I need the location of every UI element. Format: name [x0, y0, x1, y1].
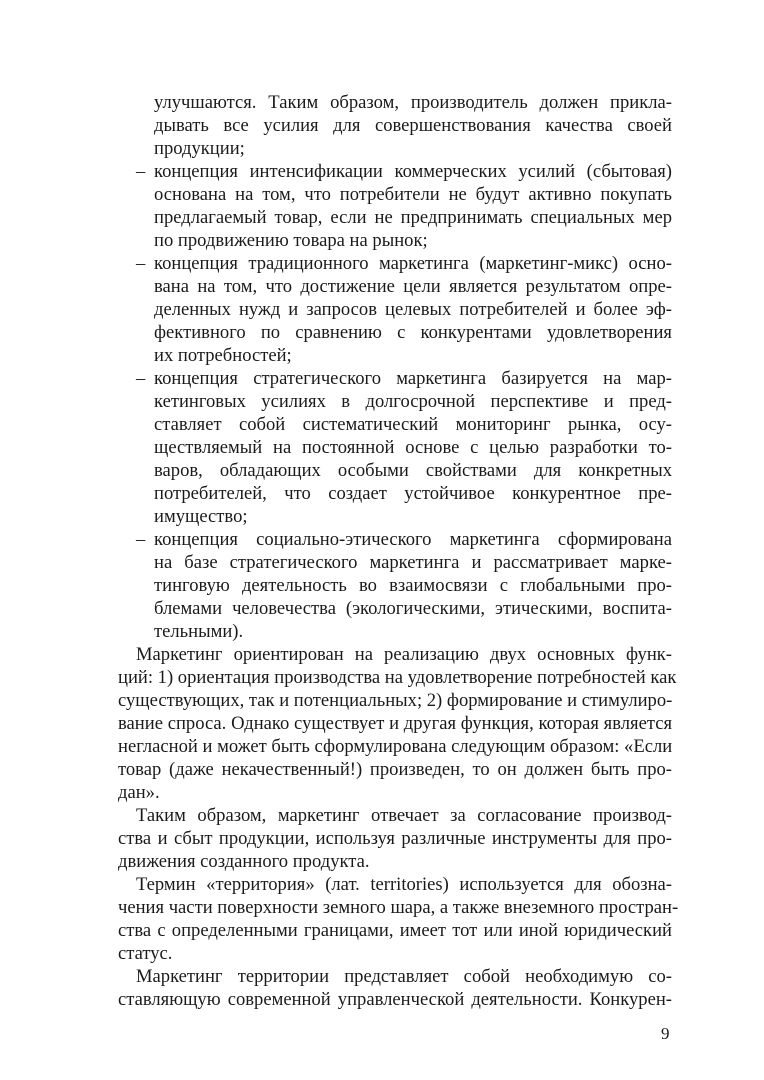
- text-line: вана на том, что достижение цели является результатом опре-: [154, 276, 672, 297]
- text-line: основана на том, что потребители не будут активно покупать: [154, 184, 672, 205]
- text-line: тинговую деятельность во взаимосвязи с глобальными про-: [154, 575, 672, 596]
- text-line: фективного по сравнению с конкурентами удовлетворения: [154, 322, 672, 343]
- text-line: на базе стратегического маркетинга и рассматривает марке-: [154, 552, 672, 573]
- text-line: дывать все усилия для совершенствования качества своей: [154, 115, 672, 136]
- text-line: их потребностей;: [154, 345, 292, 366]
- text-line: негласной и может быть сформулирована следующим образом: «Если: [118, 736, 673, 757]
- text-line: имущество;: [154, 506, 248, 527]
- text-line: тельными).: [154, 621, 244, 642]
- text-line: Маркетинг территории представляет собой необходимую со-: [136, 966, 672, 987]
- text-line: движения созданного продукта.: [118, 851, 370, 872]
- text-line: чения части поверхности земного шара, а также внеземного простран-: [118, 897, 679, 918]
- text-line: ществляемый на постоянной основе с целью разработки то-: [154, 437, 672, 458]
- text-line: предлагаемый товар, если не предпринимать специальных мер: [154, 207, 672, 228]
- text-line: ставляющую современной управленческой деятельности. Конкурен-: [118, 989, 672, 1010]
- text-line: концепция интенсификации коммерческих усилий (сбытовая): [154, 161, 672, 182]
- list-dash: –: [136, 368, 146, 389]
- text-line: концепция социально-этического маркетинга сформирована: [154, 529, 672, 550]
- text-line: дан».: [118, 782, 160, 803]
- text-line: ства и сбыт продукции, используя различные инструменты для про-: [118, 828, 672, 849]
- text-line: вание спроса. Однако существует и другая функция, которая является: [118, 713, 672, 734]
- text-line: концепция стратегического маркетинга базируется на мар-: [154, 368, 672, 389]
- text-line: продукции;: [154, 138, 245, 159]
- list-dash: –: [136, 253, 146, 274]
- text-line: ставляет собой систематический мониторинг рынка, осу-: [154, 414, 672, 435]
- text-line: существующих, так и потенциальных; 2) формирование и стимулиро-: [118, 690, 673, 711]
- text-line: блемами человечества (экологическими, этическими, воспита-: [154, 598, 672, 619]
- list-dash: –: [136, 529, 146, 550]
- text-line: потребителей, что создает устойчивое конкурентное пре-: [154, 483, 672, 504]
- text-line: кетинговых усилиях в долгосрочной перспективе и пред-: [154, 391, 672, 412]
- text-line: улучшаются. Таким образом, производитель должен прикла-: [154, 92, 672, 113]
- text-line: деленных нужд и запросов целевых потребителей и более эф-: [154, 299, 672, 320]
- page-number: 9: [661, 1024, 670, 1043]
- text-line: Термин «территория» (лат. territories) используется для обозна-: [136, 874, 672, 895]
- text-line: Таким образом, маркетинг отвечает за согласование производ-: [136, 805, 672, 826]
- text-line: статус.: [118, 943, 173, 964]
- text-line: ства с определенными границами, имеет тот или иной юридический: [118, 920, 672, 941]
- text-line: ций: 1) ориентация производства на удовлетворение потребностей как: [118, 667, 677, 688]
- text-line: концепция традиционного маркетинга (маркетинг-микс) осно-: [154, 253, 672, 274]
- text-line: по продвижению товара на рынок;: [154, 230, 428, 251]
- text-line: Маркетинг ориентирован на реализацию двух основных функ-: [136, 644, 672, 665]
- list-dash: –: [136, 161, 146, 182]
- text-line: варов, обладающих особыми свойствами для конкретных: [154, 460, 672, 481]
- text-line: товар (даже некачественный!) произведен, то он должен быть про-: [118, 759, 672, 780]
